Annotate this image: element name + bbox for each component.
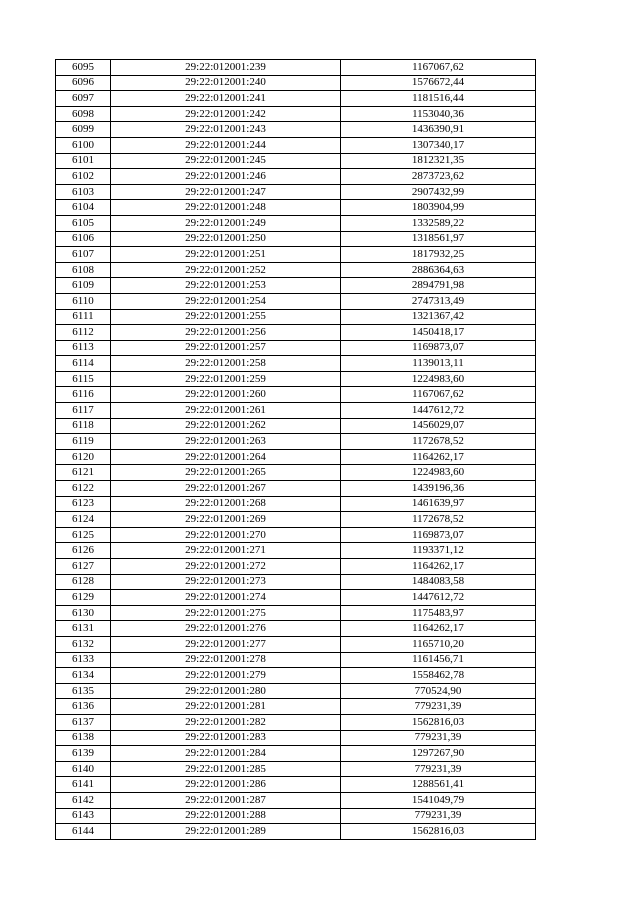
cadastral-value-cell: 1172678,52 — [341, 434, 536, 450]
table-row — [56, 777, 536, 793]
row-number-cell: 6117 — [56, 403, 111, 419]
table-row — [56, 122, 536, 138]
row-number-cell: 6124 — [56, 512, 111, 528]
cadastral-number-cell: 29:22:012001:267 — [111, 481, 341, 497]
table-row — [56, 668, 536, 684]
cadastral-value-cell: 1164262,17 — [341, 621, 536, 637]
cadastral-number-cell: 29:22:012001:256 — [111, 325, 341, 341]
cadastral-value-cell: 1812321,35 — [341, 153, 536, 169]
cadastral-number-cell: 29:22:012001:246 — [111, 169, 341, 185]
cadastral-number-cell: 29:22:012001:248 — [111, 200, 341, 216]
table-row — [56, 746, 536, 762]
row-number-cell: 6138 — [56, 730, 111, 746]
cadastral-value-cell: 779231,39 — [341, 761, 536, 777]
cadastral-value-cell: 1288561,41 — [341, 777, 536, 793]
cadastral-value-cell: 1558462,78 — [341, 668, 536, 684]
cadastral-value-cell: 1181516,44 — [341, 91, 536, 107]
table-row — [56, 730, 536, 746]
table-row — [56, 543, 536, 559]
table-row — [56, 309, 536, 325]
cadastral-number-cell: 29:22:012001:273 — [111, 574, 341, 590]
cadastral-number-cell: 29:22:012001:265 — [111, 465, 341, 481]
cadastral-value-cell: 1193371,12 — [341, 543, 536, 559]
table-row — [56, 699, 536, 715]
row-number-cell: 6119 — [56, 434, 111, 450]
cadastral-value-cell: 1436390,91 — [341, 122, 536, 138]
row-number-cell: 6121 — [56, 465, 111, 481]
row-number-cell: 6112 — [56, 325, 111, 341]
row-number-cell: 6101 — [56, 153, 111, 169]
row-number-cell: 6127 — [56, 559, 111, 575]
row-number-cell: 6122 — [56, 481, 111, 497]
row-number-cell: 6110 — [56, 293, 111, 309]
table-row — [56, 683, 536, 699]
cadastral-value-cell: 1484083,58 — [341, 574, 536, 590]
row-number-cell: 6136 — [56, 699, 111, 715]
row-number-cell: 6133 — [56, 652, 111, 668]
cadastral-number-cell: 29:22:012001:283 — [111, 730, 341, 746]
table-row — [56, 652, 536, 668]
row-number-cell: 6116 — [56, 387, 111, 403]
table-row — [56, 60, 536, 76]
cadastral-value-cell: 1817932,25 — [341, 247, 536, 263]
table-row — [56, 714, 536, 730]
row-number-cell: 6113 — [56, 340, 111, 356]
cadastral-value-cell: 770524,90 — [341, 683, 536, 699]
row-number-cell: 6108 — [56, 262, 111, 278]
table-row — [56, 496, 536, 512]
cadastral-value-cell: 1307340,17 — [341, 137, 536, 153]
table-row — [56, 418, 536, 434]
cadastral-number-cell: 29:22:012001:249 — [111, 215, 341, 231]
row-number-cell: 6100 — [56, 137, 111, 153]
row-number-cell: 6140 — [56, 761, 111, 777]
row-number-cell: 6123 — [56, 496, 111, 512]
cadastral-number-cell: 29:22:012001:274 — [111, 590, 341, 606]
row-number-cell: 6143 — [56, 808, 111, 824]
table-row — [56, 169, 536, 185]
cadastral-value-cell: 1562816,03 — [341, 824, 536, 840]
table-row — [56, 75, 536, 91]
cadastral-value-cell: 779231,39 — [341, 699, 536, 715]
table-row — [56, 387, 536, 403]
cadastral-value-cell: 1297267,90 — [341, 746, 536, 762]
cadastral-number-cell: 29:22:012001:264 — [111, 449, 341, 465]
cadastral-number-cell: 29:22:012001:262 — [111, 418, 341, 434]
table-row — [56, 434, 536, 450]
table-row — [56, 340, 536, 356]
table-row — [56, 247, 536, 263]
table-row — [56, 808, 536, 824]
row-number-cell: 6135 — [56, 683, 111, 699]
cadastral-number-cell: 29:22:012001:244 — [111, 137, 341, 153]
table-row — [56, 449, 536, 465]
cadastral-number-cell: 29:22:012001:263 — [111, 434, 341, 450]
cadastral-number-cell: 29:22:012001:239 — [111, 60, 341, 76]
row-number-cell: 6104 — [56, 200, 111, 216]
row-number-cell: 6097 — [56, 91, 111, 107]
cadastral-number-cell: 29:22:012001:277 — [111, 636, 341, 652]
cadastral-value-cell: 779231,39 — [341, 808, 536, 824]
cadastral-value-cell: 1175483,97 — [341, 605, 536, 621]
cadastral-number-cell: 29:22:012001:268 — [111, 496, 341, 512]
cadastral-value-cell: 1456029,07 — [341, 418, 536, 434]
table-row — [56, 278, 536, 294]
row-number-cell: 6120 — [56, 449, 111, 465]
row-number-cell: 6111 — [56, 309, 111, 325]
cadastral-value-cell: 1139013,11 — [341, 356, 536, 372]
row-number-cell: 6131 — [56, 621, 111, 637]
row-number-cell: 6129 — [56, 590, 111, 606]
cadastral-value-cell: 1161456,71 — [341, 652, 536, 668]
cadastral-value-cell: 1318561,97 — [341, 231, 536, 247]
row-number-cell: 6114 — [56, 356, 111, 372]
cadastral-value-cell: 1224983,60 — [341, 465, 536, 481]
table-row — [56, 293, 536, 309]
cadastral-value-cell: 1153040,36 — [341, 106, 536, 122]
cadastral-number-cell: 29:22:012001:269 — [111, 512, 341, 528]
table-row — [56, 481, 536, 497]
cadastral-number-cell: 29:22:012001:241 — [111, 91, 341, 107]
row-number-cell: 6126 — [56, 543, 111, 559]
table-row — [56, 559, 536, 575]
row-number-cell: 6130 — [56, 605, 111, 621]
cadastral-value-cell: 1562816,03 — [341, 714, 536, 730]
cadastral-number-cell: 29:22:012001:260 — [111, 387, 341, 403]
table-row — [56, 153, 536, 169]
table-row — [56, 137, 536, 153]
cadastral-number-cell: 29:22:012001:253 — [111, 278, 341, 294]
row-number-cell: 6132 — [56, 636, 111, 652]
row-number-cell: 6098 — [56, 106, 111, 122]
cadastral-value-cell: 1164262,17 — [341, 449, 536, 465]
table-row — [56, 215, 536, 231]
row-number-cell: 6095 — [56, 60, 111, 76]
table-row — [56, 761, 536, 777]
cadastral-value-cell: 1321367,42 — [341, 309, 536, 325]
row-number-cell: 6102 — [56, 169, 111, 185]
row-number-cell: 6125 — [56, 527, 111, 543]
cadastral-number-cell: 29:22:012001:245 — [111, 153, 341, 169]
table-row — [56, 356, 536, 372]
table-row — [56, 792, 536, 808]
table-row — [56, 512, 536, 528]
cadastral-value-cell: 1169873,07 — [341, 340, 536, 356]
table-row — [56, 465, 536, 481]
row-number-cell: 6137 — [56, 714, 111, 730]
cadastral-number-cell: 29:22:012001:254 — [111, 293, 341, 309]
table-body — [56, 60, 536, 840]
row-number-cell: 6142 — [56, 792, 111, 808]
cadastral-number-cell: 29:22:012001:251 — [111, 247, 341, 263]
cadastral-number-cell: 29:22:012001:258 — [111, 356, 341, 372]
cadastral-value-cell: 1172678,52 — [341, 512, 536, 528]
table-row — [56, 636, 536, 652]
cadastral-value-cell: 1447612,72 — [341, 590, 536, 606]
cadastral-number-cell: 29:22:012001:272 — [111, 559, 341, 575]
row-number-cell: 6118 — [56, 418, 111, 434]
table-row — [56, 824, 536, 840]
row-number-cell: 6106 — [56, 231, 111, 247]
cadastral-number-cell: 29:22:012001:252 — [111, 262, 341, 278]
cadastral-value-cell: 1167067,62 — [341, 387, 536, 403]
row-number-cell: 6115 — [56, 371, 111, 387]
cadastral-value-cell: 1165710,20 — [341, 636, 536, 652]
cadastral-number-cell: 29:22:012001:289 — [111, 824, 341, 840]
cadastral-value-cell: 1461639,97 — [341, 496, 536, 512]
table-row — [56, 91, 536, 107]
row-number-cell: 6109 — [56, 278, 111, 294]
cadastral-number-cell: 29:22:012001:255 — [111, 309, 341, 325]
cadastral-value-cell: 2907432,99 — [341, 184, 536, 200]
row-number-cell: 6096 — [56, 75, 111, 91]
cadastral-value-cell: 1169873,07 — [341, 527, 536, 543]
cadastral-number-cell: 29:22:012001:278 — [111, 652, 341, 668]
cadastral-value-cell: 2886364,63 — [341, 262, 536, 278]
cadastral-value-cell: 1167067,62 — [341, 60, 536, 76]
row-number-cell: 6103 — [56, 184, 111, 200]
table-row — [56, 403, 536, 419]
cadastral-value-cell: 1164262,17 — [341, 559, 536, 575]
cadastral-number-cell: 29:22:012001:257 — [111, 340, 341, 356]
cadastral-value-cell: 2894791,98 — [341, 278, 536, 294]
row-number-cell: 6128 — [56, 574, 111, 590]
cadastral-value-cell: 779231,39 — [341, 730, 536, 746]
table-row — [56, 325, 536, 341]
table-row — [56, 527, 536, 543]
cadastral-number-cell: 29:22:012001:247 — [111, 184, 341, 200]
cadastral-value-cell: 1439196,36 — [341, 481, 536, 497]
table-row — [56, 231, 536, 247]
table-row — [56, 200, 536, 216]
cadastral-value-cell: 1224983,60 — [341, 371, 536, 387]
row-number-cell: 6141 — [56, 777, 111, 793]
cadastral-number-cell: 29:22:012001:288 — [111, 808, 341, 824]
cadastral-number-cell: 29:22:012001:280 — [111, 683, 341, 699]
cadastral-number-cell: 29:22:012001:279 — [111, 668, 341, 684]
table-row — [56, 106, 536, 122]
table-row — [56, 621, 536, 637]
cadastral-value-cell: 1803904,99 — [341, 200, 536, 216]
cadastral-value-cell: 1576672,44 — [341, 75, 536, 91]
cadastral-number-cell: 29:22:012001:259 — [111, 371, 341, 387]
row-number-cell: 6107 — [56, 247, 111, 263]
table-row — [56, 184, 536, 200]
cadastral-number-cell: 29:22:012001:287 — [111, 792, 341, 808]
table-row — [56, 262, 536, 278]
row-number-cell: 6099 — [56, 122, 111, 138]
row-number-cell: 6139 — [56, 746, 111, 762]
cadastral-number-cell: 29:22:012001:276 — [111, 621, 341, 637]
cadastral-number-cell: 29:22:012001:284 — [111, 746, 341, 762]
cadastral-value-cell: 2873723,62 — [341, 169, 536, 185]
row-number-cell: 6144 — [56, 824, 111, 840]
cadastral-number-cell: 29:22:012001:282 — [111, 714, 341, 730]
table-row — [56, 590, 536, 606]
cadastral-number-cell: 29:22:012001:250 — [111, 231, 341, 247]
cadastral-value-table — [55, 59, 536, 840]
cadastral-value-cell: 1447612,72 — [341, 403, 536, 419]
row-number-cell: 6105 — [56, 215, 111, 231]
cadastral-value-cell: 1450418,17 — [341, 325, 536, 341]
cadastral-number-cell: 29:22:012001:240 — [111, 75, 341, 91]
row-number-cell: 6134 — [56, 668, 111, 684]
cadastral-number-cell: 29:22:012001:281 — [111, 699, 341, 715]
table-row — [56, 605, 536, 621]
cadastral-number-cell: 29:22:012001:261 — [111, 403, 341, 419]
cadastral-value-cell: 1332589,22 — [341, 215, 536, 231]
cadastral-number-cell: 29:22:012001:286 — [111, 777, 341, 793]
table-row — [56, 574, 536, 590]
cadastral-number-cell: 29:22:012001:285 — [111, 761, 341, 777]
cadastral-value-cell: 2747313,49 — [341, 293, 536, 309]
cadastral-number-cell: 29:22:012001:275 — [111, 605, 341, 621]
cadastral-number-cell: 29:22:012001:243 — [111, 122, 341, 138]
cadastral-value-cell: 1541049,79 — [341, 792, 536, 808]
cadastral-number-cell: 29:22:012001:242 — [111, 106, 341, 122]
cadastral-number-cell: 29:22:012001:270 — [111, 527, 341, 543]
cadastral-number-cell: 29:22:012001:271 — [111, 543, 341, 559]
table-row — [56, 371, 536, 387]
